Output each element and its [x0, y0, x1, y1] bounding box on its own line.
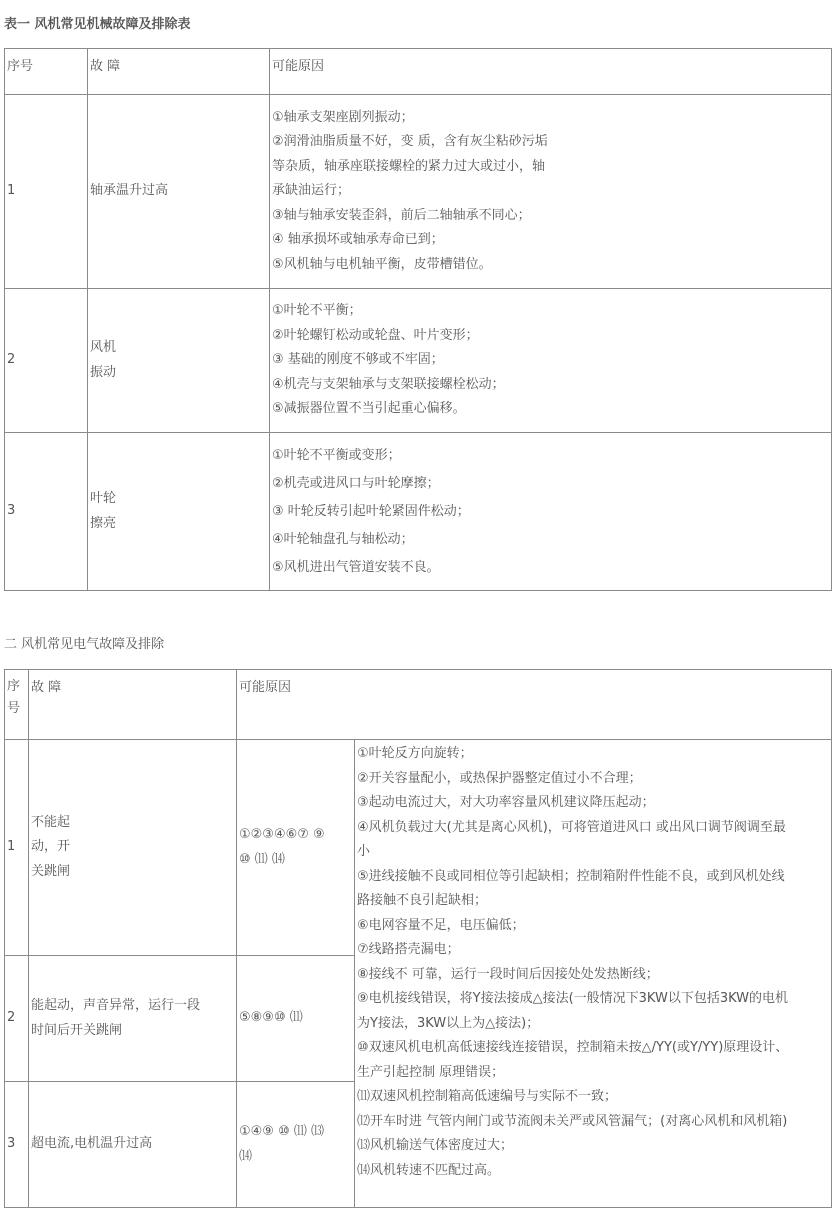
cause-line: ①叶轮不平衡；	[272, 303, 362, 319]
table1-header-fault: 故 障	[88, 49, 270, 95]
mechanical-fault-table	[4, 48, 832, 591]
causes-list-cell	[355, 740, 832, 1208]
table2-header-causes: 可能原因	[237, 670, 832, 740]
fault-text: 不能起	[31, 814, 71, 830]
cause-codes: ⒁	[239, 1148, 253, 1164]
cause-line: 生产引起控制 原理错误；	[357, 1064, 505, 1080]
table1-title: 表一 风机常见机械故障及排除表	[4, 17, 191, 32]
table-row	[5, 289, 832, 433]
cause-codes: ⑩ ⑾ ⒁	[239, 851, 285, 867]
cause-line: ②叶轮螺钉松动或轮盘、叶片变形；	[272, 327, 479, 343]
fault-cell	[88, 433, 270, 591]
table1-header-no: 序号	[5, 49, 88, 95]
fault-text: 轴承温升过高	[90, 183, 169, 199]
cause-line: ③ 基础的刚度不够或不牢固；	[272, 352, 444, 368]
cause-line: 等杂质，轴承座联接螺栓的紧力过大或过小，轴	[272, 158, 546, 174]
fault-text: 能起动，声音异常，运行一段	[31, 998, 201, 1013]
table1-header-row	[5, 49, 832, 95]
fault-text: 叶轮	[90, 491, 117, 506]
cause-codes: ①④⑨ ⑩ ⑾ ⒀	[239, 1124, 325, 1139]
cause-line: ①叶轮反方向旋转；	[357, 746, 473, 761]
cause-codes-cell	[237, 740, 355, 956]
cause-line: 小	[357, 844, 371, 859]
cause-line: 路接触不良引起缺相；	[357, 893, 488, 908]
cause-codes-cell	[237, 1082, 355, 1208]
cause-line: ③ 叶轮反转引起叶轮紧固件松动；	[272, 503, 470, 519]
cause-line: 承缺油运行；	[272, 183, 351, 199]
row-number: 3	[5, 433, 88, 591]
cause-line: ⑥电网容量不足，电压偏低；	[357, 917, 525, 933]
cause-line: ②开关容量配小，或热保护器整定值过小不合理；	[357, 770, 642, 786]
cause-line: ②润滑油脂质量不好，变 质，含有灰尘粘砂污垢	[272, 134, 548, 150]
cause-line: ⑤风机进出气管道安装不良。	[272, 559, 440, 575]
table-row	[5, 740, 832, 956]
row-number: 2	[5, 289, 88, 433]
table-row	[5, 433, 832, 591]
causes-cell	[270, 95, 832, 289]
cause-line: ④风机负载过大(尤其是离心风机)，可将管道进风口 或出风口调节阀调至最	[357, 819, 786, 835]
cause-line: ⑤减振器位置不当引起重心偏移。	[272, 401, 466, 417]
cause-line: ①轴承支架座剧列振动；	[272, 109, 414, 125]
cause-line: ⑦线路搭壳漏电；	[357, 942, 460, 957]
fault-text: 关跳闸	[31, 863, 71, 879]
fault-cell	[88, 95, 270, 289]
row-number: 1	[5, 95, 88, 289]
fault-cell	[29, 1082, 237, 1208]
cause-line: ③轴与轴承安装歪斜，前后二轴轴承不同心；	[272, 207, 531, 223]
fault-text: 超电流,电机温升过高	[31, 1136, 153, 1152]
table2-header-no: 序号	[5, 670, 29, 740]
cause-line: ⒀风机输送气体密度过大；	[357, 1138, 514, 1153]
causes-cell	[270, 289, 832, 433]
cause-line: ③起动电流过大，对大功率容量风机建议降压起动；	[357, 795, 655, 810]
table1-header-causes: 可能原因	[270, 49, 832, 95]
causes-cell	[270, 433, 832, 591]
cause-line: ④ 轴承损坏或轴承寿命已到；	[272, 232, 444, 248]
cause-line: ⑿开车时进 气管内闸门或节流阀未关严或风管漏气；(对离心风机和风机箱)	[357, 1113, 788, 1129]
cause-line: ④叶轮轴盘孔与轴松动；	[272, 531, 414, 547]
cause-line: ⑤进线接触不良或同相位等引起缺相；控制箱附件性能不良，或到风机处线	[357, 868, 785, 884]
cause-line: ⑧接线不 可靠，运行一段时间后因接处处发热断线；	[357, 966, 659, 982]
fault-text: 时间后开关跳闸	[31, 1022, 123, 1038]
fault-cell	[29, 740, 237, 956]
cause-codes-cell	[237, 956, 355, 1082]
electrical-fault-table	[4, 669, 832, 1208]
cause-line: ①叶轮不平衡或变形；	[272, 447, 401, 463]
fault-cell	[29, 956, 237, 1082]
cause-line: ②机壳或进风口与叶轮摩擦；	[272, 475, 440, 491]
row-number: 1	[5, 740, 29, 956]
fault-text: 振动	[90, 364, 117, 380]
cause-line: ⑾双速风机控制箱高低速编号与实际不一致；	[357, 1089, 618, 1104]
table2-title: 二 风机常见电气故障及排除	[4, 637, 165, 652]
cause-line: ⒁风机转速不匹配过高。	[357, 1162, 501, 1178]
fault-text: 动，开	[31, 839, 71, 855]
fault-text: 风机	[90, 340, 117, 355]
cause-line: ⑨电机接线错误，将Y接法接成△接法(一般情况下3KW以下包括3KW的电机	[357, 991, 789, 1006]
fault-cell	[88, 289, 270, 433]
cause-codes: ⑤⑧⑨⑩ ⑾	[239, 1010, 303, 1026]
cause-line: ⑤风机轴与电机轴平衡，皮带槽错位。	[272, 256, 492, 272]
row-number: 2	[5, 956, 29, 1082]
cause-codes: ①②③④⑥⑦ ⑨	[239, 827, 325, 842]
cause-line: ④机壳与支架轴承与支架联接螺栓松动；	[272, 376, 505, 392]
row-number: 3	[5, 1082, 29, 1208]
table2-header-row	[5, 670, 832, 740]
fault-text: 擦亮	[90, 515, 117, 531]
cause-line: ⑩双速风机电机高低速接线连接错误，控制箱未按△/YY(或Y/YY)原理设计、	[357, 1040, 789, 1055]
cause-line: 为Y接法，3KW以上为△接法)；	[357, 1015, 540, 1031]
table2-header-fault: 故 障	[29, 670, 237, 740]
table-row	[5, 95, 832, 289]
